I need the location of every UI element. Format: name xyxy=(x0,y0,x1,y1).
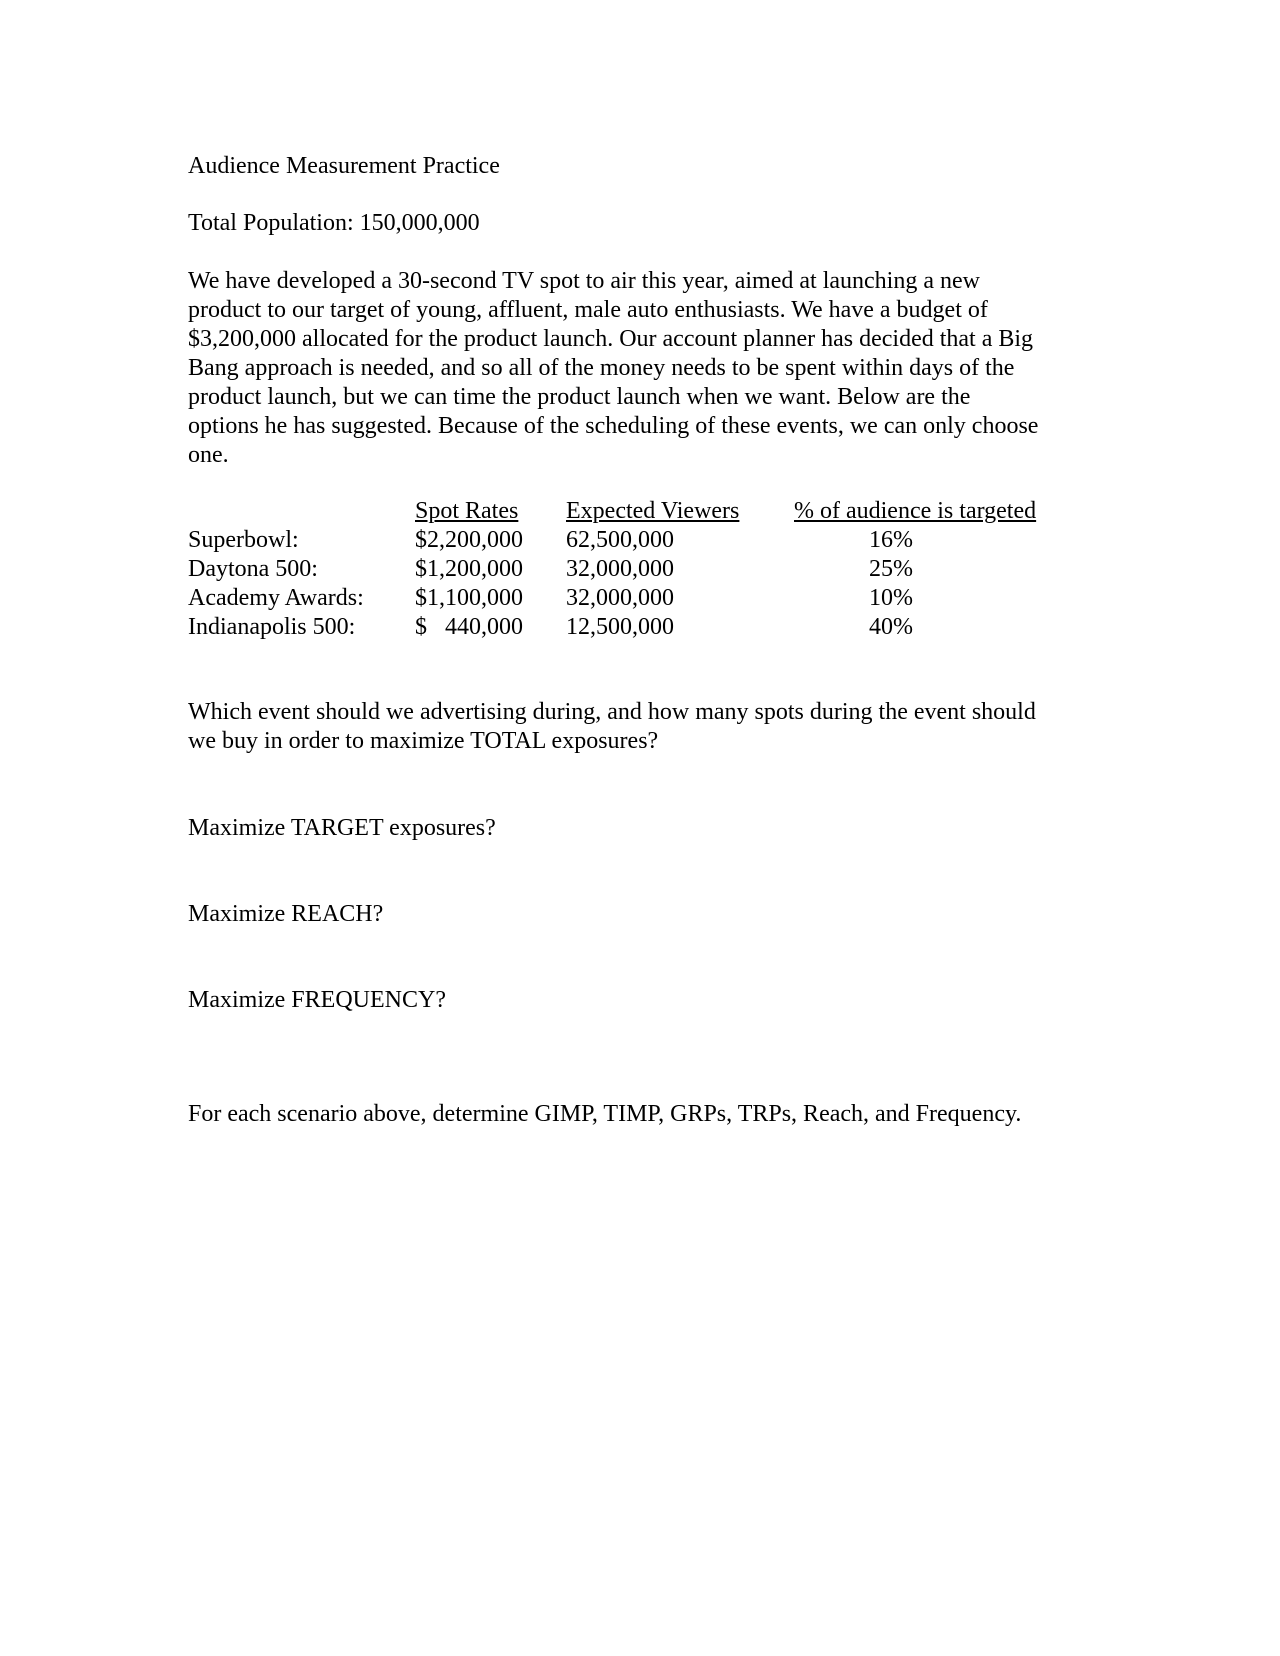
paragraph-line: $3,200,000 allocated for the product launch. Our account planner has decided that a Big xyxy=(188,326,1034,352)
targeted-percent: 40% xyxy=(869,614,913,640)
paragraph-line: product launch, but we can time the product launch when we want. Below are the xyxy=(188,384,971,410)
spot-rates-header: Spot Rates xyxy=(415,498,519,524)
frequency-question: Maximize FREQUENCY? xyxy=(188,987,446,1013)
event-name: Superbowl: xyxy=(188,527,299,553)
expected-viewers: 32,000,000 xyxy=(566,585,674,611)
target-exposures-question: Maximize TARGET exposures? xyxy=(188,815,496,841)
targeted-audience-header: % of audience is targeted xyxy=(794,498,1037,524)
expected-viewers: 62,500,000 xyxy=(566,527,674,553)
event-options-table xyxy=(188,497,1088,647)
targeted-percent: 25% xyxy=(869,556,913,582)
spot-rate: $1,200,000 xyxy=(415,556,523,582)
spot-rate: $1,100,000 xyxy=(415,585,523,611)
total-exposures-question xyxy=(188,698,1088,756)
paragraph-line: one. xyxy=(188,442,229,468)
paragraph-line: We have developed a 30-second TV spot to air this year, aimed at launching a new xyxy=(188,268,980,294)
expected-viewers: 12,500,000 xyxy=(566,614,674,640)
expected-viewers-header: Expected Viewers xyxy=(566,498,740,524)
spot-rate: $ 440,000 xyxy=(415,614,523,640)
event-name: Academy Awards: xyxy=(188,585,364,611)
reach-question: Maximize REACH? xyxy=(188,901,384,927)
targeted-percent: 10% xyxy=(869,585,913,611)
scenario-paragraph xyxy=(188,267,1088,470)
event-name: Indianapolis 500: xyxy=(188,614,356,640)
spot-rate: $2,200,000 xyxy=(415,527,523,553)
targeted-percent: 16% xyxy=(869,527,913,553)
paragraph-line: product to our target of young, affluent, male auto enthusiasts. We have a budget of xyxy=(188,297,988,323)
expected-viewers: 32,000,000 xyxy=(566,556,674,582)
total-population: Total Population: 150,000,000 xyxy=(188,210,480,236)
question-line: we buy in order to maximize TOTAL exposures? xyxy=(188,728,659,754)
paragraph-line: options he has suggested. Because of the scheduling of these events, we can only choose xyxy=(188,413,1039,439)
document-title: Audience Measurement Practice xyxy=(188,153,500,179)
closing-instruction: For each scenario above, determine GIMP, TIMP, GRPs, TRPs, Reach, and Frequency. xyxy=(188,1101,1022,1127)
paragraph-line: Bang approach is needed, and so all of the money needs to be spent within days of the xyxy=(188,355,1015,381)
question-line: Which event should we advertising during, and how many spots during the event should xyxy=(188,699,1036,725)
event-name: Daytona 500: xyxy=(188,556,318,582)
